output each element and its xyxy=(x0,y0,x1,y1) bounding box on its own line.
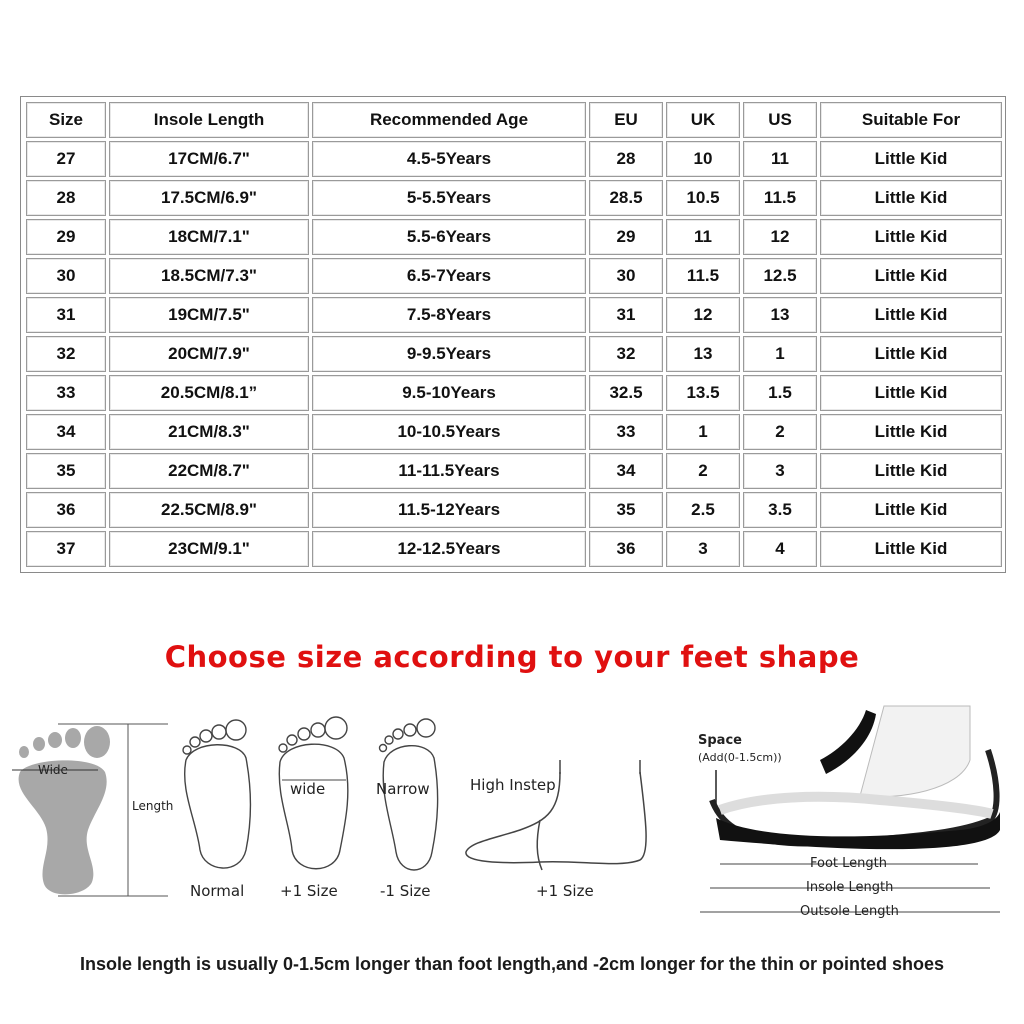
table-cell: 27 xyxy=(26,141,106,177)
table-row xyxy=(26,453,1002,489)
foot-diagram-svg xyxy=(0,700,1024,940)
table-cell: Little Kid xyxy=(820,141,1002,177)
minus1-size-label: -1 Size xyxy=(380,882,431,900)
table-cell: 17CM/6.7" xyxy=(109,141,309,177)
table-cell: 3 xyxy=(743,453,817,489)
table-cell: 2 xyxy=(666,453,740,489)
insole-length-label: Insole Length xyxy=(806,880,894,895)
table-cell: 4.5-5Years xyxy=(312,141,586,177)
table-cell: 34 xyxy=(589,453,663,489)
insole-length-footnote: Insole length is usually 0-1.5cm longer than foot length,and -2cm longer for the thin or pointed shoes xyxy=(79,954,945,974)
table-cell: 28 xyxy=(589,141,663,177)
header-insole-length: Insole Length xyxy=(109,102,309,138)
foot-shape-illustrations xyxy=(0,700,1024,940)
table-cell: Little Kid xyxy=(820,492,1002,528)
wide-label: Wide xyxy=(38,763,68,777)
table-row xyxy=(26,336,1002,372)
table-cell: Little Kid xyxy=(820,531,1002,567)
table-row xyxy=(26,219,1002,255)
table-cell: 20.5CM/8.1” xyxy=(109,375,309,411)
table-cell: 22.5CM/8.9" xyxy=(109,492,309,528)
table-cell: 32 xyxy=(26,336,106,372)
header-uk: UK xyxy=(666,102,740,138)
table-cell: 36 xyxy=(26,492,106,528)
size-guide-headline: Choose size according to your feet shape xyxy=(164,640,860,674)
table-cell: 22CM/8.7" xyxy=(109,453,309,489)
table-cell: Little Kid xyxy=(820,180,1002,216)
table-cell: 33 xyxy=(26,375,106,411)
table-cell: 5.5-6Years xyxy=(312,219,586,255)
table-cell: 32 xyxy=(589,336,663,372)
outsole-length-label: Outsole Length xyxy=(800,904,899,919)
table-row xyxy=(26,180,1002,216)
table-cell: 18CM/7.1" xyxy=(109,219,309,255)
header-eu: EU xyxy=(589,102,663,138)
table-row xyxy=(26,297,1002,333)
table-row xyxy=(26,531,1002,567)
table-cell: 9.5-10Years xyxy=(312,375,586,411)
table-cell: 35 xyxy=(26,453,106,489)
space-add-label: (Add(0-1.5cm)) xyxy=(698,751,782,764)
table-cell: 12 xyxy=(743,219,817,255)
table-cell: 5-5.5Years xyxy=(312,180,586,216)
length-label: Length xyxy=(132,799,174,813)
table-cell: 2.5 xyxy=(666,492,740,528)
table-cell: 29 xyxy=(589,219,663,255)
table-cell: 13.5 xyxy=(666,375,740,411)
table-cell: 1 xyxy=(666,414,740,450)
header-us: US xyxy=(743,102,817,138)
table-cell: 1.5 xyxy=(743,375,817,411)
plus1-size-label-a: +1 Size xyxy=(280,882,338,900)
table-cell: 2 xyxy=(743,414,817,450)
table-cell: 37 xyxy=(26,531,106,567)
table-cell: 19CM/7.5" xyxy=(109,297,309,333)
table-row xyxy=(26,258,1002,294)
table-row xyxy=(26,492,1002,528)
table-cell: 6.5-7Years xyxy=(312,258,586,294)
table-cell: 34 xyxy=(26,414,106,450)
table-cell: 4 xyxy=(743,531,817,567)
table-row xyxy=(26,414,1002,450)
table-cell: Little Kid xyxy=(820,336,1002,372)
table-cell: 20CM/7.9" xyxy=(109,336,309,372)
table-header-row xyxy=(26,102,1002,138)
table-cell: 11.5 xyxy=(666,258,740,294)
table-cell: 3 xyxy=(666,531,740,567)
table-cell: 10 xyxy=(666,141,740,177)
wide-foot-label: wide xyxy=(290,780,326,798)
table-cell: 11-11.5Years xyxy=(312,453,586,489)
table-cell: Little Kid xyxy=(820,453,1002,489)
size-table xyxy=(23,99,1005,570)
table-cell: 30 xyxy=(589,258,663,294)
normal-label: Normal xyxy=(190,882,245,900)
table-cell: 29 xyxy=(26,219,106,255)
table-cell: 11.5-12Years xyxy=(312,492,586,528)
table-cell: 12.5 xyxy=(743,258,817,294)
high-instep-label: High Instep xyxy=(470,776,556,794)
table-cell: 18.5CM/7.3" xyxy=(109,258,309,294)
shoe-cross-section-icon xyxy=(712,706,1000,849)
table-cell: 13 xyxy=(666,336,740,372)
grey-footprint-icon xyxy=(19,726,110,894)
table-cell: 11.5 xyxy=(743,180,817,216)
table-cell: Little Kid xyxy=(820,297,1002,333)
table-cell: 23CM/9.1" xyxy=(109,531,309,567)
table-cell: 13 xyxy=(743,297,817,333)
table-cell: 35 xyxy=(589,492,663,528)
table-cell: 10.5 xyxy=(666,180,740,216)
table-cell: 3.5 xyxy=(743,492,817,528)
table-cell: 12-12.5Years xyxy=(312,531,586,567)
table-cell: Little Kid xyxy=(820,414,1002,450)
foot-length-label: Foot Length xyxy=(810,856,887,871)
table-row xyxy=(26,375,1002,411)
narrow-label: Narrow xyxy=(376,780,430,798)
plus1-size-label-b: +1 Size xyxy=(536,882,594,900)
header-size: Size xyxy=(26,102,106,138)
normal-foot-icon xyxy=(183,720,251,868)
table-cell: Little Kid xyxy=(820,375,1002,411)
table-cell: 21CM/8.3" xyxy=(109,414,309,450)
table-cell: Little Kid xyxy=(820,219,1002,255)
header-recommended-age: Recommended Age xyxy=(312,102,586,138)
table-cell: 10-10.5Years xyxy=(312,414,586,450)
space-label: Space xyxy=(698,733,742,748)
table-cell: 31 xyxy=(26,297,106,333)
table-cell: 12 xyxy=(666,297,740,333)
table-cell: 17.5CM/6.9" xyxy=(109,180,309,216)
table-body xyxy=(26,141,1002,567)
table-cell: 7.5-8Years xyxy=(312,297,586,333)
table-cell: 9-9.5Years xyxy=(312,336,586,372)
table-cell: 32.5 xyxy=(589,375,663,411)
table-cell: 1 xyxy=(743,336,817,372)
table-cell: 28 xyxy=(26,180,106,216)
table-cell: 33 xyxy=(589,414,663,450)
size-chart-table xyxy=(20,96,1006,573)
header-suitable-for: Suitable For xyxy=(820,102,1002,138)
table-row xyxy=(26,141,1002,177)
table-cell: Little Kid xyxy=(820,258,1002,294)
table-cell: 36 xyxy=(589,531,663,567)
table-cell: 11 xyxy=(743,141,817,177)
table-cell: 31 xyxy=(589,297,663,333)
table-cell: 28.5 xyxy=(589,180,663,216)
table-cell: 11 xyxy=(666,219,740,255)
table-cell: 30 xyxy=(26,258,106,294)
